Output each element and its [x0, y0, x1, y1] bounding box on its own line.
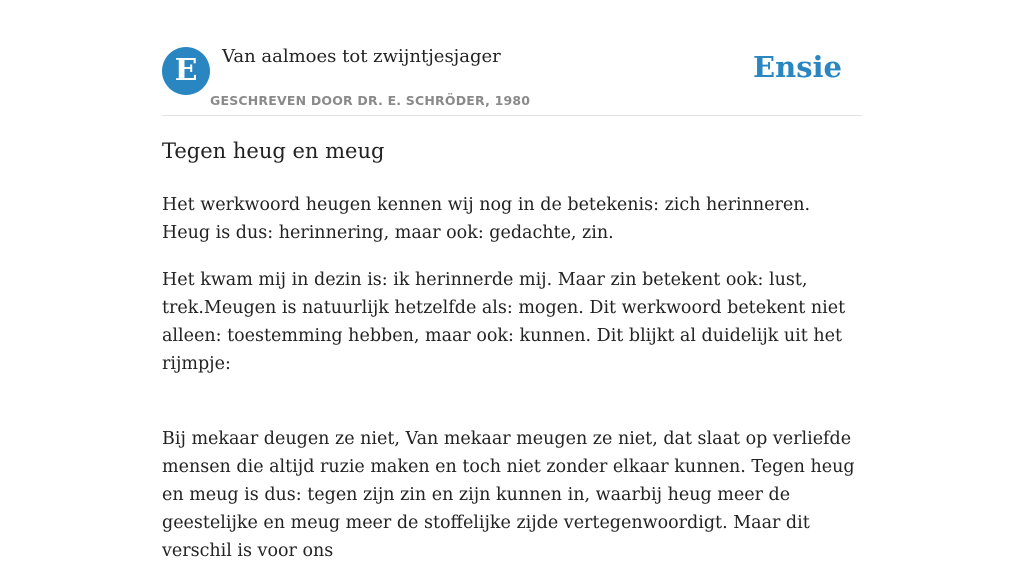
paragraph-3: Bij mekaar deugen ze niet, Van mekaar meugen ze niet, dat slaat op verliefde mensen die altijd ruzie maken en toch niet zonder elkaar kunnen. Tegen heug en meug is dus: tegen zijn zin en zijn kunnen in, waarbij heug meer de geestelijke en meug meer de stoffelijke zijde vertegenwoordigt. Maar dit verschil is voor ons — [162, 429, 855, 561]
source-avatar[interactable]: E — [162, 47, 210, 95]
article-container — [162, 0, 862, 561]
paragraph-1: Het werkwoord heugen kennen wij nog in de betekenis: zich herinneren. Heug is dus: herinnering, maar ook: gedachte, zin. — [162, 195, 811, 243]
ensie-logo[interactable]: Ensie — [753, 50, 842, 84]
entry-body — [162, 191, 862, 584]
entry-title: Tegen heug en meug — [162, 139, 385, 163]
header — [162, 0, 862, 116]
paragraph-2: Het kwam mij in dezin is: ik herinnerde mij. Maar zin betekent ook: lust, trek.Meugen is natuurlijk hetzelfde als: mogen. Dit werkwoord betekent niet alleen: toestemming hebben, maar ook: kunnen. Dit blijkt al duidelijk uit het rijmpje: — [162, 270, 846, 374]
book-title[interactable]: Van aalmoes tot zwijntjesjager — [222, 46, 501, 67]
author-line: GESCHREVEN DOOR DR. E. SCHRÖDER, 1980 — [210, 93, 531, 108]
paragraph-gap — [162, 397, 862, 425]
